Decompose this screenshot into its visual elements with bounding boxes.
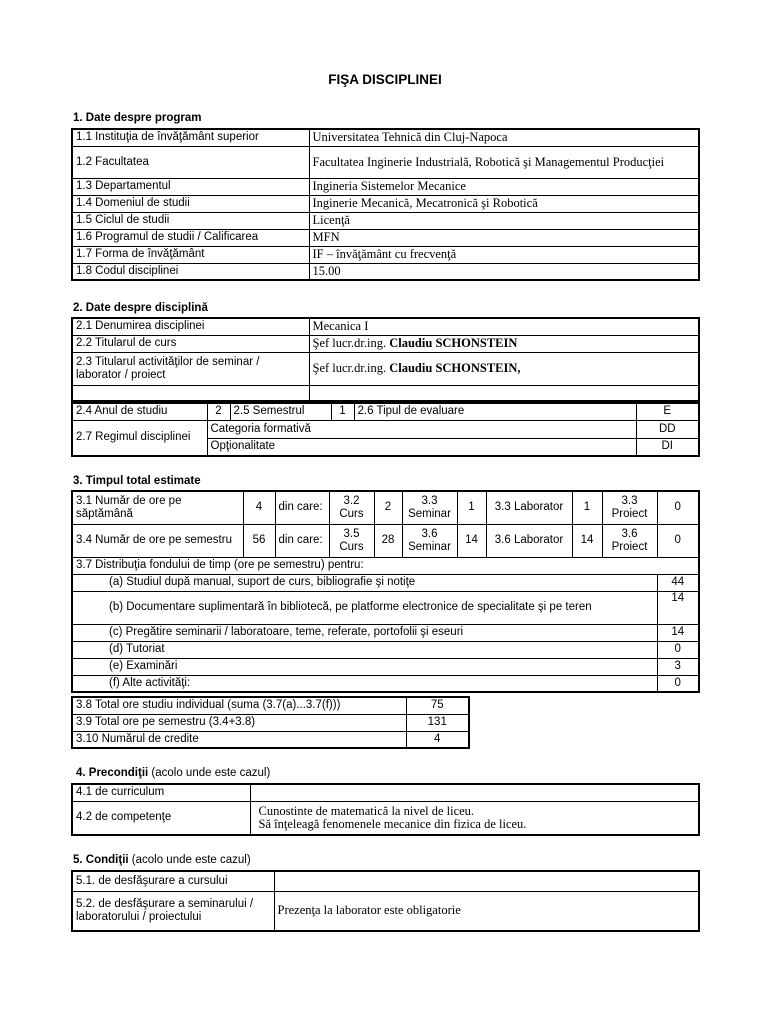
- section-4-title: [76, 767, 270, 779]
- semester-course-value: 28: [374, 524, 402, 557]
- program-value: Inginerie Mecanică, Mecatronică şi Robotică: [309, 195, 699, 212]
- table-row: [72, 731, 469, 748]
- total-label: 3.10 Numărul de credite: [72, 731, 406, 748]
- evaluation-label: 2.6 Tipul de evaluare: [354, 403, 636, 420]
- empty-cell: [309, 385, 699, 401]
- table-row: [72, 557, 699, 574]
- discipline-name-value: Mecanica I: [309, 318, 699, 335]
- seminar-holder-name: Claudiu SCHONSTEIN,: [389, 361, 521, 375]
- semester-course-label: 3.5 Curs: [329, 524, 374, 557]
- total-value: 4: [406, 731, 469, 748]
- weekly-lab-label: 3.3 Laborator: [486, 491, 572, 524]
- course-holder-label: 2.2 Titularul de curs: [72, 335, 309, 352]
- table-row: [72, 658, 699, 675]
- section-1-title: 1. Date despre program: [73, 112, 202, 124]
- section-5-title-bold: 5. Condiţii: [73, 854, 129, 866]
- program-value: IF – învăţământ cu frecvenţă: [309, 246, 699, 263]
- course-conditions-value: [274, 871, 699, 891]
- weekly-seminar-value: 1: [457, 491, 486, 524]
- distribution-value: 14: [657, 591, 699, 624]
- evaluation-value: E: [636, 403, 699, 420]
- table-row: [72, 403, 699, 420]
- semester-hours-label: 3.4 Număr de ore pe semestru: [72, 524, 243, 557]
- course-holder-name: Claudiu SCHONSTEIN: [389, 336, 518, 350]
- table-row: [72, 195, 699, 212]
- optionality-label: Opţionalitate: [207, 438, 636, 456]
- distribution-label: (f) Alte activităţi:: [72, 675, 657, 692]
- seminar-holder-title: Şef lucr.dr.ing.: [312, 361, 390, 375]
- distribution-heading: 3.7 Distribuţia fondului de timp (ore pe semestru) pentru:: [72, 557, 699, 574]
- table-row: [72, 335, 699, 352]
- table-row: [72, 641, 699, 658]
- curriculum-value: [250, 784, 699, 801]
- conditions-table: [71, 870, 700, 932]
- table-row: [72, 714, 469, 731]
- weekly-hours-value: 4: [243, 491, 275, 524]
- program-table: [71, 128, 700, 281]
- table-row: [72, 212, 699, 229]
- course-holder-value: [309, 335, 699, 352]
- program-value: Universitatea Tehnică din Cluj-Napoca: [309, 129, 699, 146]
- weekly-course-value: 2: [374, 491, 402, 524]
- table-row: [72, 229, 699, 246]
- course-conditions-label: 5.1. de desfăşurare a cursului: [72, 871, 274, 891]
- table-row: [72, 591, 699, 624]
- section-3-title: 3. Timpul total estimate: [73, 475, 201, 487]
- program-value: Facultatea Inginerie Industrială, Robotică şi Managementul Producţiei: [309, 146, 699, 178]
- total-label: 3.9 Total ore pe semestru (3.4+3.8): [72, 714, 406, 731]
- semester-lab-label: 3.6 Laborator: [486, 524, 572, 557]
- table-row: [72, 129, 699, 146]
- program-label: 1.1 Instituţia de învăţământ superior: [72, 129, 309, 146]
- section-4-title-bold: 4. Precondiţii: [76, 767, 149, 779]
- competence-line: Să înţeleagă fenomenele mecanice din fizica de liceu.: [258, 816, 527, 831]
- table-row: [72, 801, 699, 835]
- competence-label: 4.2 de competenţe: [72, 801, 250, 835]
- total-value: 131: [406, 714, 469, 731]
- table-row: [72, 178, 699, 195]
- program-label: 1.7 Forma de învăţământ: [72, 246, 309, 263]
- table-row: [72, 420, 699, 438]
- table-row: [72, 524, 699, 557]
- study-year-label: 2.4 Anul de studiu: [72, 403, 207, 420]
- time-table: [71, 490, 700, 693]
- semester-label: 2.5 Semestrul: [230, 403, 331, 420]
- seminar-holder-label: 2.3 Titularul activităţilor de seminar / laborator / proiect: [72, 352, 309, 385]
- regime-label: 2.7 Regimul disciplinei: [72, 420, 207, 456]
- table-row: [72, 784, 699, 801]
- table-row: [72, 891, 699, 931]
- table-row: [72, 146, 699, 178]
- study-year-value: 2: [207, 403, 230, 420]
- distribution-label: (b) Documentare suplimentară în bibliotecă, pe platforme electronice de specialitate şi pe teren: [72, 591, 657, 624]
- table-row: [72, 246, 699, 263]
- weekly-project-value: 0: [657, 491, 699, 524]
- weekly-seminar-label: 3.3 Seminar: [402, 491, 457, 524]
- semester-seminar-value: 14: [457, 524, 486, 557]
- empty-cell: [72, 385, 309, 401]
- table-row: [72, 491, 699, 524]
- din-care-label: din care:: [275, 524, 329, 557]
- section-2-title: 2. Date despre disciplină: [73, 302, 208, 314]
- table-row: [72, 624, 699, 641]
- weekly-lab-value: 1: [572, 491, 602, 524]
- table-row: [72, 318, 699, 335]
- distribution-label: (a) Studiul după manual, suport de curs, bibliografie şi notiţe: [72, 574, 657, 591]
- table-row: [72, 263, 699, 280]
- curriculum-label: 4.1 de curriculum: [72, 784, 250, 801]
- table-row: [72, 352, 699, 385]
- program-label: 1.6 Programul de studii / Calificarea: [72, 229, 309, 246]
- table-row: [72, 385, 699, 401]
- seminar-conditions-value: Prezenţa la laborator este obligatorie: [274, 891, 699, 931]
- semester-lab-value: 14: [572, 524, 602, 557]
- semester-value: 1: [331, 403, 354, 420]
- competence-value: [250, 801, 699, 835]
- section-4-title-note: (acolo unde este cazul): [148, 767, 271, 779]
- distribution-value: 44: [657, 574, 699, 591]
- weekly-course-label: 3.2 Curs: [329, 491, 374, 524]
- discipline-table: [71, 317, 700, 402]
- distribution-value: 0: [657, 641, 699, 658]
- semester-project-label: 3.6 Proiect: [602, 524, 657, 557]
- table-row: [72, 675, 699, 692]
- preconditions-table: [71, 783, 700, 836]
- discipline-details-table: [71, 402, 700, 457]
- page-title: FIŞA DISCIPLINEI: [328, 72, 442, 87]
- table-row: [72, 574, 699, 591]
- course-holder-title: Şef lucr.dr.ing.: [312, 336, 390, 350]
- program-value: Ingineria Sistemelor Mecanice: [309, 178, 699, 195]
- totals-table: [71, 696, 470, 749]
- category-value: DD: [636, 420, 699, 438]
- competence-line: Cunostinte de matematică la nivel de liceu.: [258, 803, 475, 818]
- program-value: 15.00: [309, 263, 699, 280]
- table-row: [72, 697, 469, 714]
- distribution-value: 0: [657, 675, 699, 692]
- total-label: 3.8 Total ore studiu individual (suma (3.7(a)...3.7(f))): [72, 697, 406, 714]
- weekly-hours-label: 3.1 Număr de ore pe săptămână: [72, 491, 243, 524]
- program-label: 1.5 Ciclul de studii: [72, 212, 309, 229]
- semester-hours-value: 56: [243, 524, 275, 557]
- program-value: Licenţă: [309, 212, 699, 229]
- category-label: Categoria formativă: [207, 420, 636, 438]
- discipline-name-label: 2.1 Denumirea disciplinei: [72, 318, 309, 335]
- section-5-title: [73, 854, 251, 866]
- distribution-label: (c) Pregătire seminarii / laboratoare, teme, referate, portofolii şi eseuri: [72, 624, 657, 641]
- program-label: 1.3 Departamentul: [72, 178, 309, 195]
- program-label: 1.4 Domeniul de studii: [72, 195, 309, 212]
- program-label: 1.8 Codul disciplinei: [72, 263, 309, 280]
- total-value: 75: [406, 697, 469, 714]
- weekly-project-label: 3.3 Proiect: [602, 491, 657, 524]
- din-care-label: din care:: [275, 491, 329, 524]
- semester-seminar-label: 3.6 Seminar: [402, 524, 457, 557]
- distribution-label: (e) Examinări: [72, 658, 657, 675]
- semester-project-value: 0: [657, 524, 699, 557]
- table-row: [72, 871, 699, 891]
- distribution-label: (d) Tutoriat: [72, 641, 657, 658]
- distribution-value: 14: [657, 624, 699, 641]
- section-5-title-note: (acolo unde este cazul): [128, 854, 251, 866]
- seminar-holder-value: [309, 352, 699, 385]
- program-label: 1.2 Facultatea: [72, 146, 309, 178]
- distribution-value: 3: [657, 658, 699, 675]
- optionality-value: DI: [636, 438, 699, 456]
- seminar-conditions-label: 5.2. de desfăşurare a seminarului / laboratorului / proiectului: [72, 891, 274, 931]
- program-value: MFN: [309, 229, 699, 246]
